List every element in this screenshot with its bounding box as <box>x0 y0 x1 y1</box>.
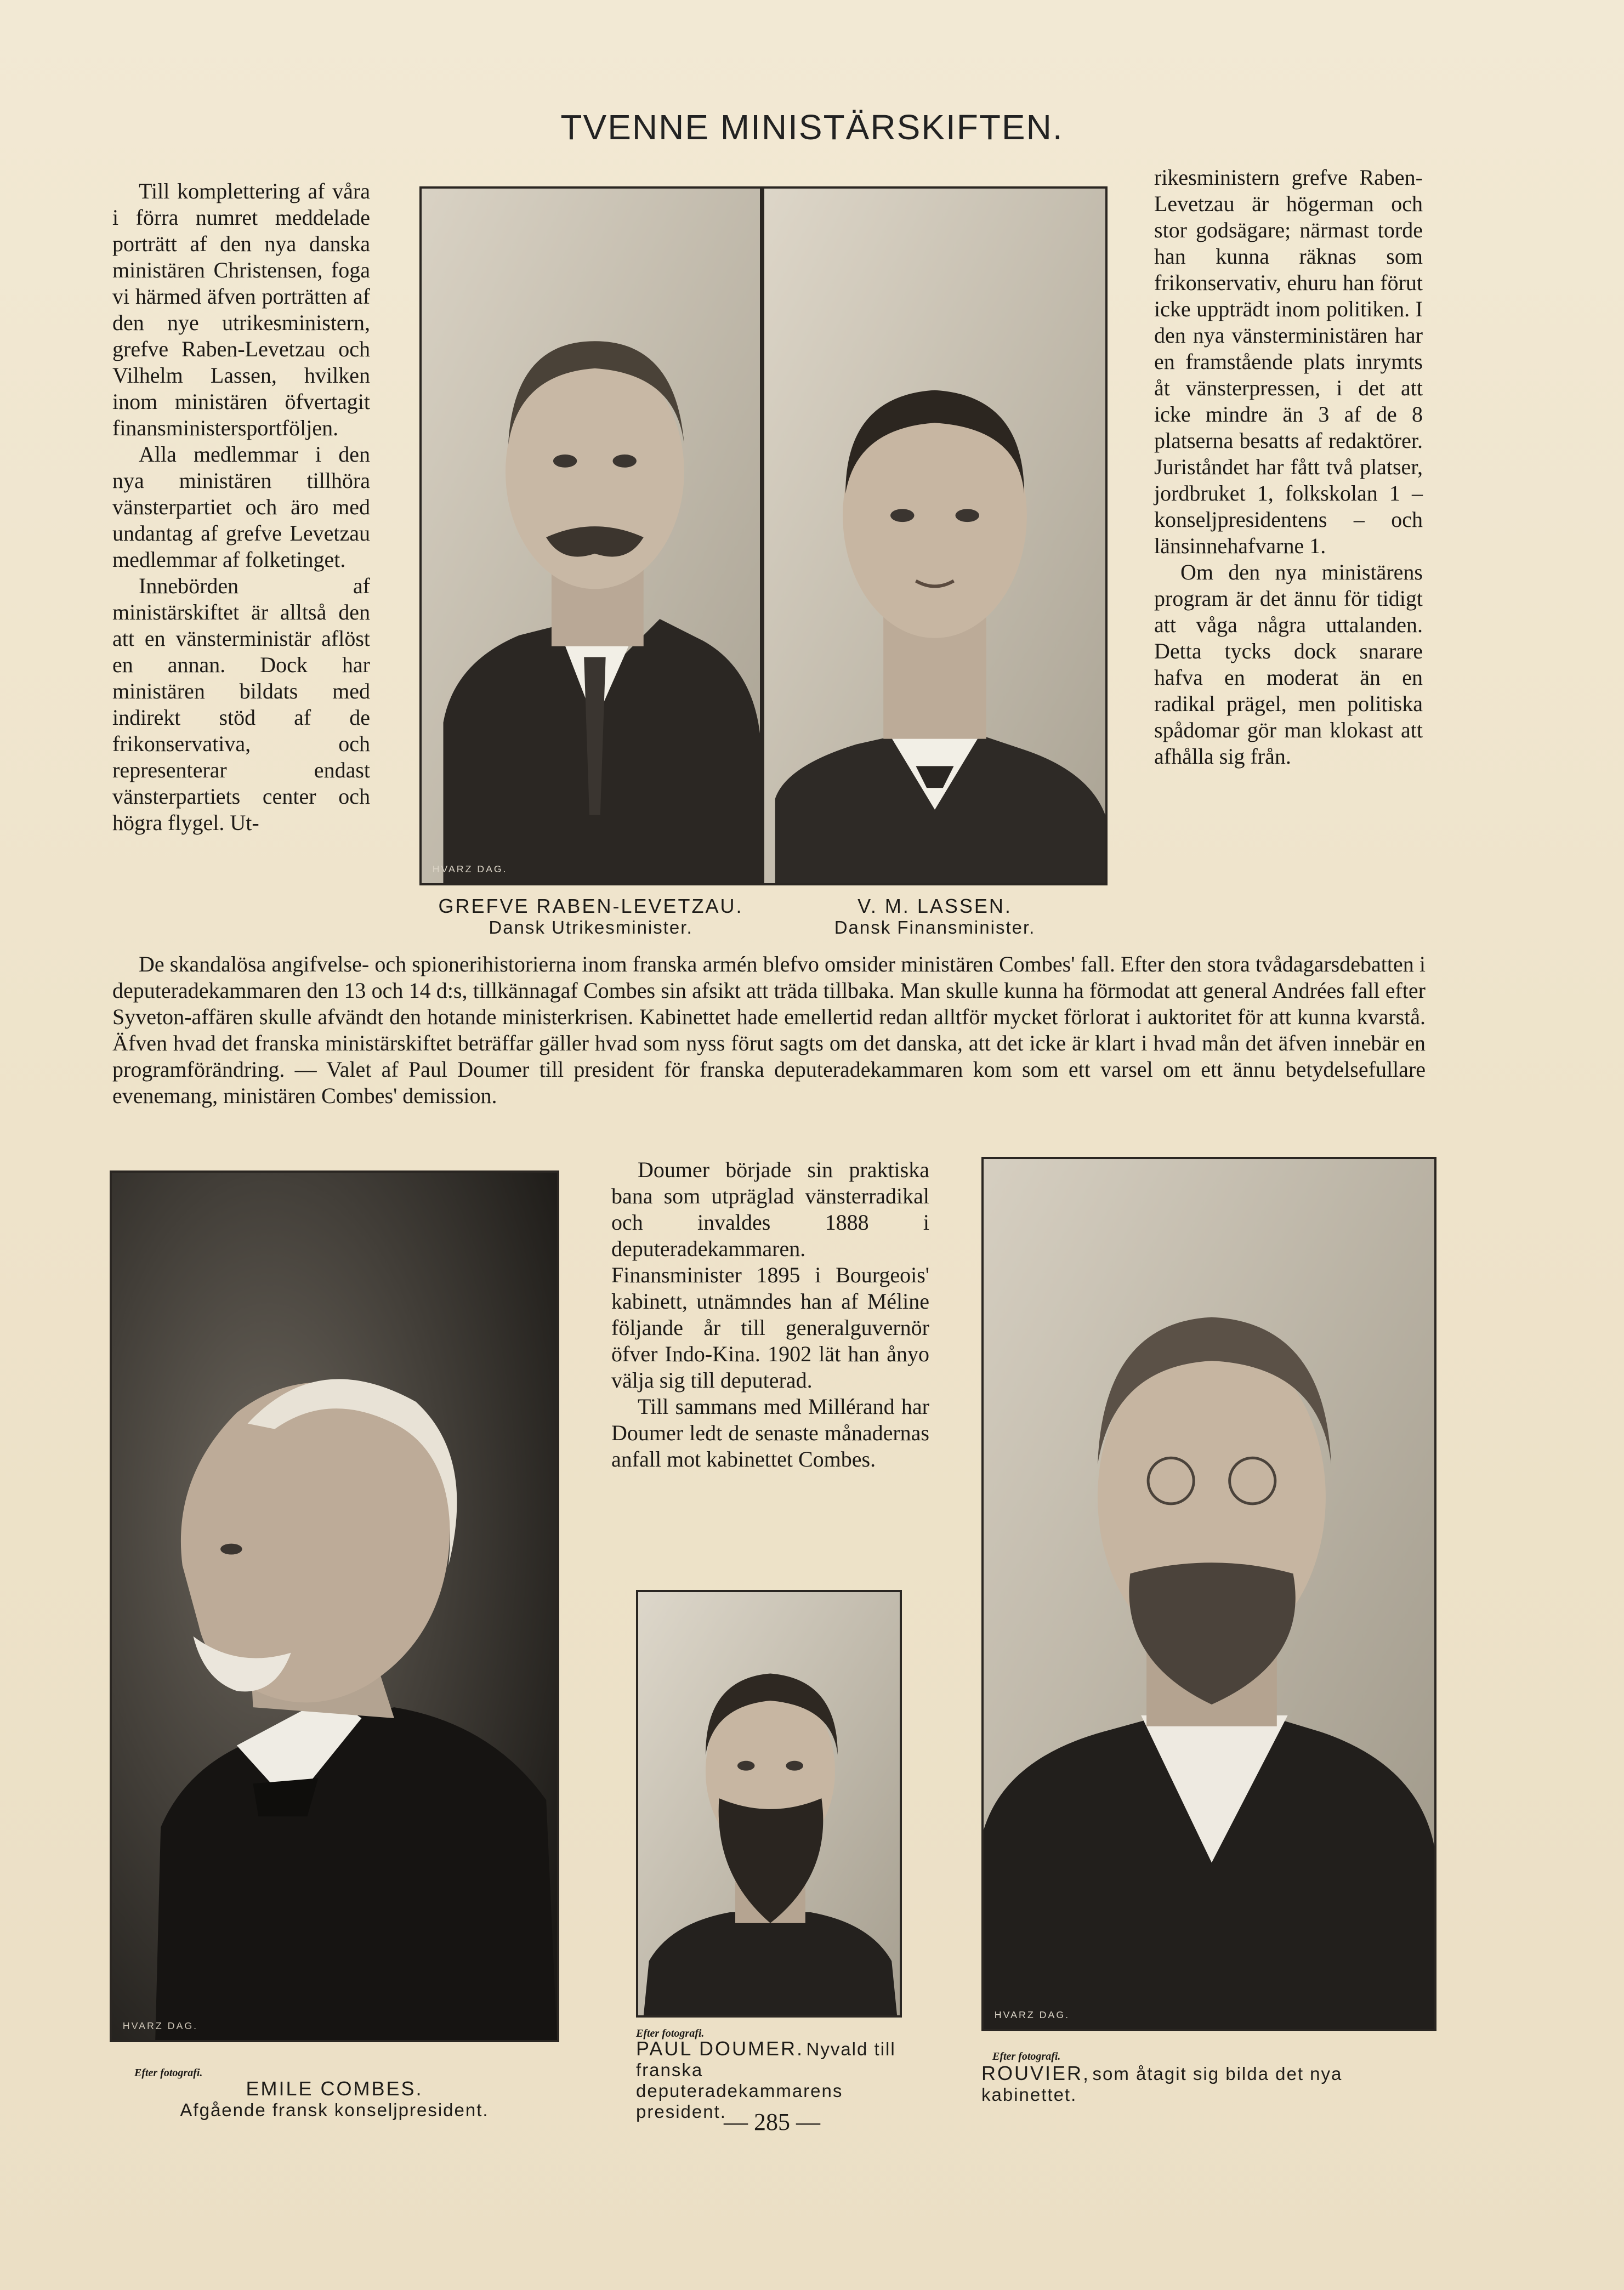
caption-lassen <box>762 895 1108 938</box>
paragraph: Innebörden af ministärskiftet är alltså den att en vänsterministär aflöst en annan. Dock har ministären bildats med indirekt stöd af de frikonservativa, och representerar endast vänsterpartiets center och högra flygel. Ut- <box>112 573 370 835</box>
paragraph: Alla medlemmar i den nya ministären tillhöra vänsterpartiet och äro med undantag af grefve Levetzau medlemmar af folketinget. <box>112 442 370 572</box>
caption-role: Dansk Utrikesminister. <box>489 917 693 937</box>
photo-credit: Efter fotografi. <box>134 2067 203 2079</box>
photo-stamp: HVARZ DAG. <box>432 863 508 875</box>
paragraph: Doumer började sin praktiska bana som utpräglad vänsterradikal och invaldes 1888 i deputeradekammaren. Finansminister 1895 i Bourgeois' kabinett, utnämndes han af Méline följande år till generalguvernör öfver Indo-Kina. 1902 lät han ånyo välja sig till deputerad. <box>611 1157 929 1393</box>
portrait-image <box>638 1592 900 2015</box>
center-text-column <box>611 1157 929 1473</box>
page-number: — 285 — <box>724 2109 820 2135</box>
paragraph: Till komplettering af våra i förra numret meddelade porträtt af den nya danska ministären Christensen, foga vi härmed äfven porträtten af den nye utrikesministern, grefve Raben-Levetzau och Vilhelm Lassen, hvilken inom ministären öfvertagit finansministersportföljen. <box>112 179 370 440</box>
photo-doumer <box>636 1590 902 2018</box>
portrait-image <box>764 189 1105 883</box>
photo-raben-levetzau <box>419 186 762 885</box>
photo-lassen <box>762 186 1108 885</box>
paragraph: Till sammans med Millérand har Doumer ledt de senaste månadernas anfall mot kabinettet Combes. <box>611 1394 929 1471</box>
caption-raben-levetzau <box>419 895 762 938</box>
photo-rouvier <box>981 1157 1436 2031</box>
caption-rouvier <box>981 2062 1436 2105</box>
caption-name: V. M. LASSEN. <box>858 895 1012 917</box>
photo-stamp: HVARZ DAG. <box>122 2020 198 2032</box>
photo-stamp: HVARZ DAG. <box>994 2009 1070 2021</box>
caption-name: EMILE COMBES. <box>246 2077 423 2100</box>
portrait-image <box>422 189 760 883</box>
caption-combes <box>110 2078 559 2121</box>
caption-role: Afgående fransk konseljpresident. <box>180 2100 489 2120</box>
caption-name: ROUVIER, <box>981 2062 1091 2084</box>
caption-role: Nyvald till franska deputeradekammarens president. <box>636 2039 896 2122</box>
wide-text-block <box>112 951 1426 1109</box>
caption-name: PAUL DOUMER. <box>636 2037 804 2060</box>
photo-credit: Efter fotografi. <box>636 2027 705 2039</box>
paragraph: rikesministern grefve Raben-Levetzau är högerman och stor godsägare; närmast torde han kunna räknas som frikonservativ, ehuru han förut icke uppträdt inom politiken. I den nya vänsterministären har en framstående plats inrymts åt vänsterpressen, i det att icke mindre än 3 af de 8 platserna besatts af redaktörer. Juriståndet har fått två platser, jordbruket 1, folkskolan 1 – konseljpresidentens – och länsinnehafvarne 1. <box>1154 165 1423 558</box>
left-text-column <box>112 178 370 836</box>
caption-role: Dansk Finansminister. <box>834 917 1036 937</box>
paragraph: De skandalösa angifvelse- och spionerihistorierna inom franska armén blefvo omsider ministären Combes' fall. Efter den stora tvådagarsdebatten i deputeradekammaren den 13 och 14 d:s, tillkännagaf Combes sin afsikt att träda tillbaka. Man skulle kunna ha förmodat att general Andrées fall efter Syveton-affären skulle afvändt den hotande ministerkrisen. Kabinettet hade emellertid redan alltför mycket förlorat i auktoritet för att kunna kvarstå. Äfven hvad det franska ministärskiftet beträffar gäller hvad som nyss förut sagts om det danska, att det icke är klart i hvad mån det äfven innebär en programförändring. — Valet af Paul Doumer till president för franska deputeradekammaren kom som ett varsel om ett ännu betydelsefullare evenemang, ministären Combes' demission. <box>112 952 1426 1108</box>
caption-role: som åtagit sig bilda det nya kabinettet. <box>981 2064 1343 2105</box>
photo-credit: Efter fotografi. <box>992 2050 1061 2062</box>
right-text-column <box>1154 164 1423 770</box>
paragraph: Om den nya ministärens program är det ännu för tidigt att våga några uttalanden. Detta tycks dock snarare hafva en moderat än en radikal prägel, men politiska spådomar gör man klokast att afhålla sig från. <box>1154 560 1423 769</box>
caption-name: GREFVE RABEN-LEVETZAU. <box>438 895 743 917</box>
portrait-image <box>112 1173 557 2040</box>
page-title: TVENNE MINISTÄRSKIFTEN. <box>560 107 1064 147</box>
photo-combes <box>110 1170 559 2042</box>
portrait-image <box>984 1159 1434 2029</box>
